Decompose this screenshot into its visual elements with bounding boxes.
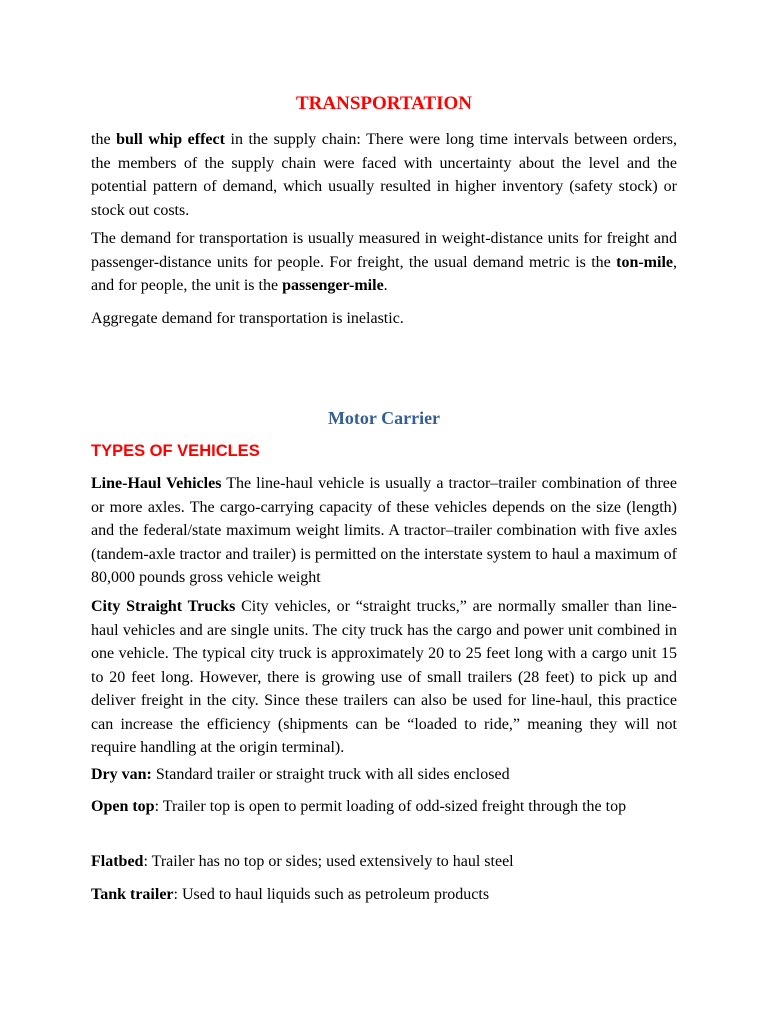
types-of-vehicles-heading: TYPES OF VEHICLES xyxy=(91,442,260,460)
city-trucks-desc: City vehicles, or “straight trucks,” are normally smaller than line-haul vehicles and are single units. The city truck has the cargo and power unit combined in one vehicle. The typical city truck is approximately 20 to 25 feet long with a cargo unit 15 to 20 feet long. However, there is growing use of small trailers (28 feet) to pick up and deliver freight in the city. Since these trailers can also be used for line-haul, this practice can increase the efficiency (shipments can be “loaded to ride,” meaning they will not require handling at the origin terminal). xyxy=(91,598,677,756)
passenger-mile-term: passenger-mile xyxy=(282,277,384,294)
dry-van-paragraph xyxy=(91,763,677,787)
city-trucks-paragraph xyxy=(91,595,677,760)
motor-carrier-heading: Motor Carrier xyxy=(327,408,441,428)
flatbed-paragraph xyxy=(91,850,677,874)
flatbed-desc: : Trailer has no top or sides; used extensively to haul steel xyxy=(143,853,514,870)
demand-text-2: , and for people, the unit is the xyxy=(91,253,677,294)
inelastic-paragraph: Aggregate demand for transportation is inelastic. xyxy=(91,310,404,327)
demand-paragraph xyxy=(91,227,677,298)
demand-text-3: . xyxy=(383,277,388,294)
bullwhip-prefix: the xyxy=(91,131,117,148)
open-top-desc: : Trailer top is open to permit loading of odd-sized freight through the top xyxy=(154,798,627,815)
dry-van-term: Dry van: xyxy=(91,766,152,783)
bullwhip-term: bull whip effect xyxy=(116,131,225,148)
line-haul-paragraph xyxy=(91,472,677,590)
ton-mile-term: ton-mile xyxy=(616,253,673,271)
bullwhip-text: in the supply chain: There were long time intervals between orders, the members of the supply chain were faced with uncertainty about the level and the potential pattern of demand, which usually resulted in higher inventory (safety stock) or stock out costs. xyxy=(91,131,678,219)
flatbed-term: Flatbed xyxy=(91,853,144,870)
bullwhip-paragraph xyxy=(91,128,677,222)
dry-van-desc: Standard trailer or straight truck with all sides enclosed xyxy=(151,766,510,783)
line-haul-desc: The line-haul vehicle is usually a tractor–trailer combination of three or more axles. The cargo-carrying capacity of these vehicles depends on the size (length) and the federal/state maximum weight limits. A tractor–trailer combination with five axles (tandem-axle tractor and trailer) is permitted on the interstate system to haul a maximum of 80,000 pounds gross vehicle weight xyxy=(91,475,677,586)
tank-trailer-paragraph xyxy=(91,883,677,907)
open-top-term: Open top xyxy=(91,798,155,815)
line-haul-term: Line-Haul Vehicles xyxy=(91,475,222,492)
demand-text-1: The demand for transportation is usually measured in weight-distance units for freight and passenger-distance units for people. For freight, the usual demand metric is the xyxy=(91,230,677,271)
tank-trailer-term: Tank trailer xyxy=(91,886,174,903)
tank-trailer-desc: : Used to haul liquids such as petroleum products xyxy=(173,886,490,903)
page-title: TRANSPORTATION xyxy=(296,93,472,114)
open-top-paragraph xyxy=(91,795,677,819)
city-trucks-term: City Straight Trucks xyxy=(91,598,236,615)
